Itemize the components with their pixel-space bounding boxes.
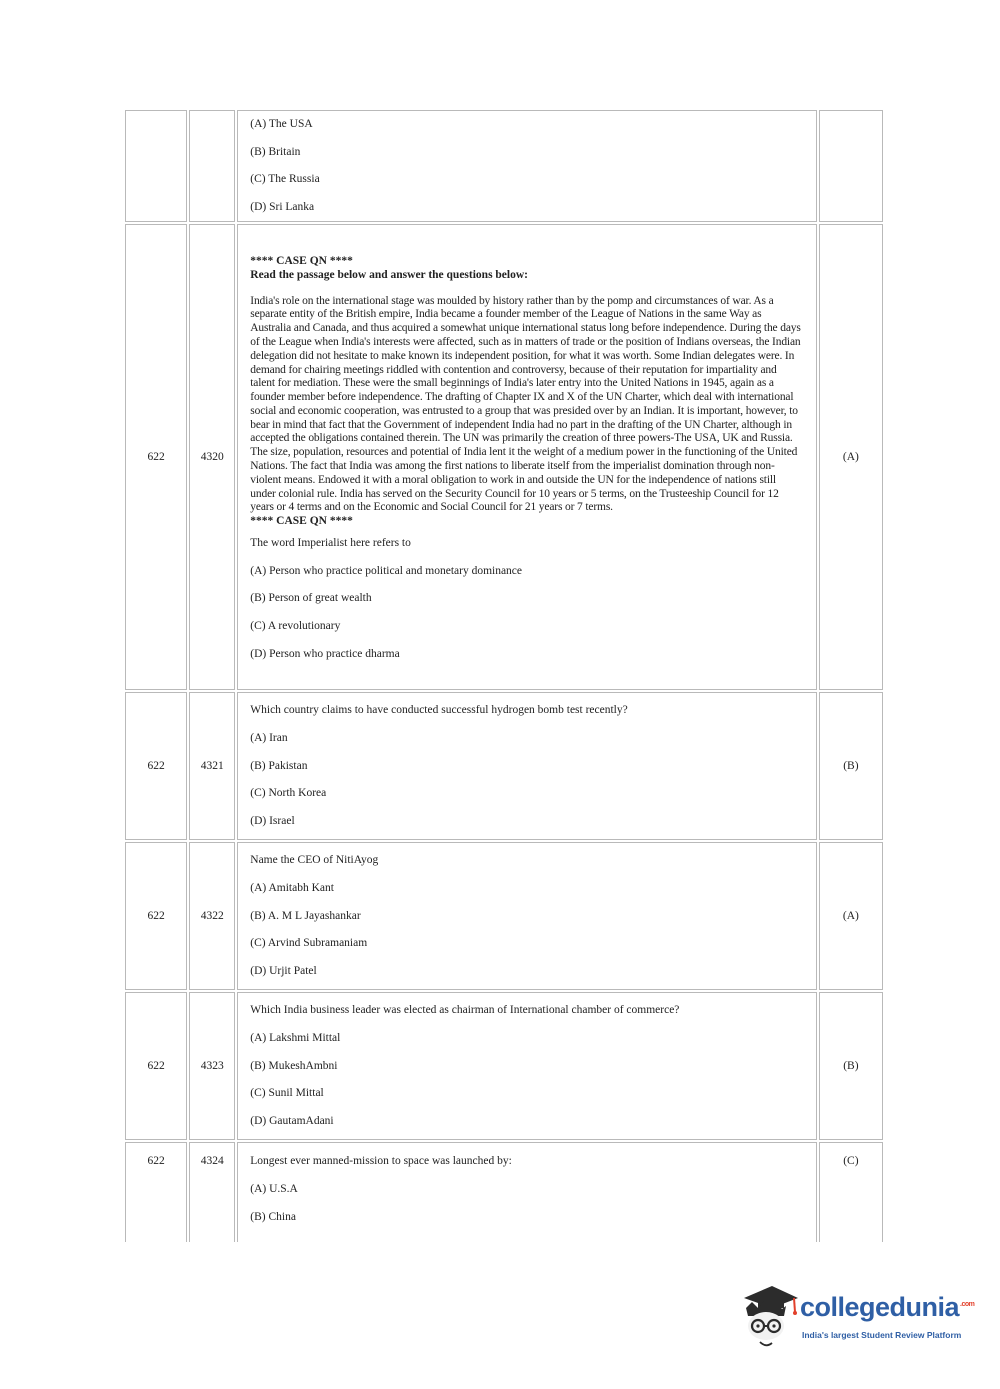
question-table — [123, 110, 885, 1242]
case-passage: India's role on the international stage was moulded by history rather than by the pomp and circumstances of war. As a separate entity of the British empire, India became a founder member of the League of Nations in the same Way as Australia and Canada, and thus acquired a somewhat unique international status long before independence. During the days of the League when India's interests were affected, such as in matters of trade or the position of Indians overseas, the Indian delegation did not hesitate to make known its independent position, for what it was worth. Some Indian delegates were. In demand for chairing meetings riddled with contention and controversy, because of their reputation for impartiality and talent for mediation. These were the small beginnings of India's later entry into the United Nations in 1945, again as a founder member before independence. The drafting of Chapter IX and X of the UN Charter, which deal with international social and economic cooperation, was entrusted to a group that was presided over by an Indian. It is important, however, to bear in mind that fact that the Government of independent India had no part in the drafting of the UN Charter, although in accepted the obligations contained therein. The UN was primarily the creation of three powers-The USA, UK and Russia. The size, population, resources and potential of India lent it the weight of a medium power in the functioning of the United Nations. The fact that India was among the first nations to liberate itself from the imperialist domination through non-violent means. Endowed it with a moral obligation to work in and outside the UN for the independence of nations still under colonial rule. India has served on the Security Council for 10 years or 5 terms, on the Trusteeship Council for 12 years or 4 terms and on the Economic and Social Council for 21 years or 7 terms. — [250, 294, 801, 514]
question-cell — [237, 692, 817, 840]
table-row — [125, 224, 883, 690]
case-header: **** CASE QN **** — [250, 254, 353, 267]
option-b: (B) A. M L Jayashankar — [250, 909, 361, 922]
question-cell — [237, 1142, 817, 1242]
answer-cell: (A) — [819, 842, 883, 990]
option-a: (A) Iran — [250, 731, 288, 744]
option-a: (A) The USA — [250, 118, 313, 130]
option-a: (A) Lakshmi Mittal — [250, 1031, 341, 1044]
answer-cell: (B) — [819, 992, 883, 1140]
option-a: (A) Amitabh Kant — [250, 881, 334, 894]
question-id-cell: 4323 — [189, 992, 235, 1140]
table-row — [125, 992, 883, 1140]
question-table-container — [123, 110, 885, 1242]
collegedunia-logo[interactable] — [738, 1282, 975, 1354]
question-cell — [237, 110, 817, 222]
option-b: (B) Britain — [250, 145, 301, 158]
option-b: (B) Person of great wealth — [250, 592, 372, 605]
question-number-cell: 622 — [125, 992, 187, 1140]
question-id-cell: 4324 — [189, 1142, 235, 1242]
question-text: The word Imperialist here refers to — [250, 537, 411, 550]
option-c: (C) A revolutionary — [250, 620, 341, 633]
table-row — [125, 1142, 883, 1242]
option-a: (A) U.S.A — [250, 1182, 298, 1195]
question-id-cell: 4322 — [189, 842, 235, 990]
option-c: (C) North Korea — [250, 787, 327, 800]
graduate-mascot-icon — [738, 1282, 800, 1354]
option-b: (B) Pakistan — [250, 759, 308, 772]
brand-suffix: .com — [960, 1301, 975, 1308]
question-number-cell: 622 — [125, 692, 187, 840]
table-row — [125, 842, 883, 990]
table-row — [125, 692, 883, 840]
question-cell — [237, 842, 817, 990]
option-d: (D) Person who practice dharma — [250, 647, 400, 660]
question-id-cell: 4321 — [189, 692, 235, 840]
question-id-cell — [189, 110, 235, 222]
answer-cell: (A) — [819, 224, 883, 690]
brand-tagline: India's largest Student Review Platform — [802, 1330, 962, 1340]
table-row — [125, 110, 883, 222]
option-d: (D) Urjit Patel — [250, 964, 317, 977]
case-footer: **** CASE QN **** — [250, 515, 353, 528]
option-d: (D) Israel — [250, 814, 295, 827]
answer-cell: (C) — [819, 1142, 883, 1242]
option-d: (D) Sri Lanka — [250, 200, 315, 213]
answer-cell — [819, 110, 883, 222]
question-number-cell: 622 — [125, 224, 187, 690]
question-number-cell: 622 — [125, 1142, 187, 1242]
brand-name: collegedunia$^{.com}$ — [800, 1292, 975, 1322]
question-cell — [237, 224, 817, 690]
option-b: (B) China — [250, 1210, 296, 1223]
option-c: (C) Sunil Mittal — [250, 1087, 324, 1100]
question-cell — [237, 992, 817, 1140]
question-number-cell — [125, 110, 187, 222]
question-text: Longest ever manned-mission to space was launched by: — [250, 1155, 512, 1168]
question-text: Which India business leader was elected as chairman of International chamber of commerce? — [250, 1004, 680, 1017]
option-a: (A) Person who practice political and monetary dominance — [250, 564, 523, 577]
question-text: Name the CEO of NitiAyog — [250, 854, 379, 867]
option-c: (C) The Russia — [250, 173, 320, 186]
option-b: (B) MukeshAmbni — [250, 1059, 338, 1072]
question-id-cell: 4320 — [189, 224, 235, 690]
question-number-cell: 622 — [125, 842, 187, 990]
option-c: (C) Arvind Subramaniam — [250, 937, 368, 950]
answer-cell: (B) — [819, 692, 883, 840]
case-instruction: Read the passage below and answer the questions below: — [250, 268, 528, 281]
question-text: Which country claims to have conducted successful hydrogen bomb test recently? — [250, 704, 628, 717]
option-d: (D) GautamAdani — [250, 1114, 334, 1127]
